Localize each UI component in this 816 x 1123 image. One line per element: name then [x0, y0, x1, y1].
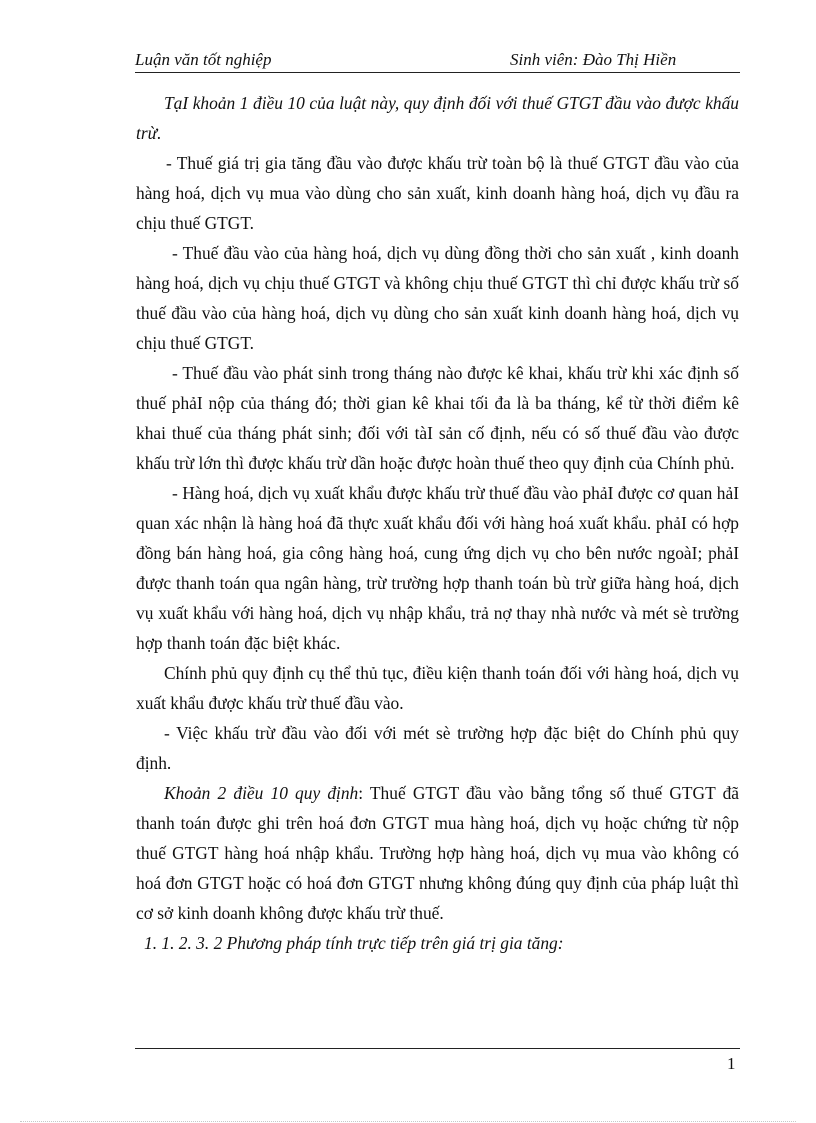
khoan-2-body: : Thuế GTGT đầu vào bằng tổng số thuế GTGT đã thanh toán được ghi trên hoá đơn GTGT mua hàng hoá, dịch vụ hoặc chứng từ nộp thuế GTGT hàng hoá nhập khẩu. Trường hợp hàng hoá, dịch vụ mua vào không có hoá đơn GTGT hoặc có hoá đơn GTGT nhưng không đúng quy định của pháp luật thì cơ sở kinh doanh không được khấu trừ thuế. [136, 783, 739, 923]
paragraph-input-tax-full-deduction: - Thuế giá trị gia tăng đầu vào được khấu trừ toàn bộ là thuế GTGT đầu vào của hàng hoá, dịch vụ mua vào dùng cho sản xuất, kinh doanh hàng hoá, dịch vụ đầu ra chịu thuế GTGT. [136, 153, 739, 233]
paragraph-declaration-period: - Thuế đầu vào phát sinh trong tháng nào được kê khai, khấu trừ khi xác định số thuế phảI nộp của tháng đó; thời gian kê khai tối đa là ba tháng, kể từ thời điểm kê khai thuế của tháng phát sinh; đối với tàI sản cố định, nếu có số thuế đầu vào được khấu trừ lớn thì được khấu trừ dần hoặc được hoàn thuế theo quy định của Chính phủ. [136, 363, 739, 473]
paragraph-khoan-2 [136, 778, 739, 928]
khoan-2-lead: Khoản 2 điều 10 quy định [164, 783, 359, 803]
document-body [136, 88, 739, 958]
section-heading: 1. 1. 2. 3. 2 Phương pháp tính trực tiếp trên giá trị gia tăng: [144, 933, 564, 953]
header-thesis-title: Luận văn tốt nghiệp [135, 50, 272, 69]
paragraph-government-procedures: Chính phủ quy định cụ thể thủ tục, điều kiện thanh toán đối với hàng hoá, dịch vụ xuất khẩu được khấu trừ thuế đầu vào. [136, 663, 739, 713]
header-student-name: Sinh viên: Đào Thị Hiền [510, 50, 677, 69]
paragraph-special-cases: - Việc khấu trừ đầu vào đối với mét sè trường hợp đặc biệt do Chính phủ quy định. [136, 723, 739, 773]
page-bottom-border [20, 1121, 796, 1122]
paragraph-input-tax-mixed-use: - Thuế đầu vào của hàng hoá, dịch vụ dùng đồng thời cho sản xuất , kinh doanh hàng hoá, dịch vụ chịu thuế GTGT và không chịu thuế GTGT thì chỉ được khấu trừ số thuế đầu vào của hàng hoá, dịch vụ dùng cho sản xuất kinh doanh hàng hoá, dịch vụ chịu thuế GTGT. [136, 243, 739, 353]
footer-divider [135, 1048, 740, 1049]
page-header [135, 48, 740, 73]
page-number: 1 [727, 1054, 736, 1073]
paragraph-export-conditions: - Hàng hoá, dịch vụ xuất khẩu được khấu trừ thuế đầu vào phảI được cơ quan hảI quan xác nhận là hàng hoá đã thực xuất khẩu đối với hàng hoá xuất khẩu. phảI có hợp đồng bán hàng hoá, gia công hàng hoá, cung ứng dịch vụ cho bên nước ngoàI; phảI được thanh toán qua ngân hàng, trừ trường hợp thanh toán bù trừ giữa hàng hoá, dịch vụ xuất khẩu với hàng hoá, dịch vụ nhập khẩu, trả nợ thay nhà nước và mét sè trường hợp thanh toán đặc biệt khác. [136, 483, 739, 653]
paragraph-intro: TạI khoản 1 điều 10 của luật này, quy định đối với thuế GTGT đầu vào được khấu trừ. [136, 93, 739, 143]
